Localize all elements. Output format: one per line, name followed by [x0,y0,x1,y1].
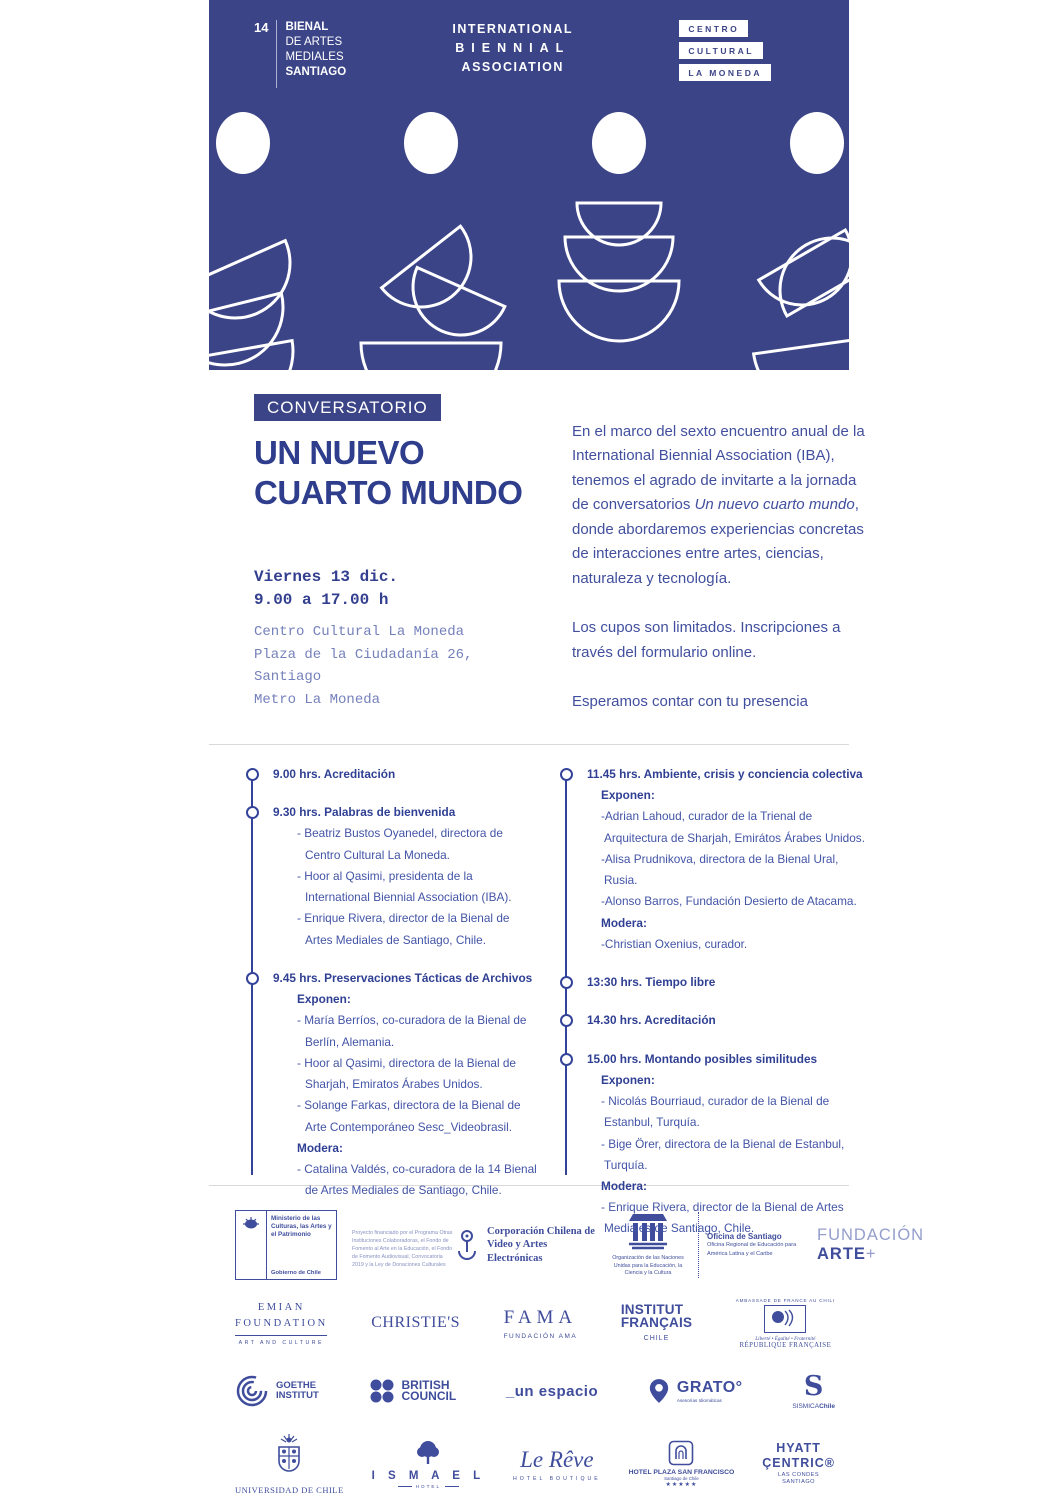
speaker-item: -Christian Oxenius, curador. [601,936,748,951]
speaker-item: - Hoor al Qasimi, presidenta de la International Biennial Association (IBA). [297,868,512,905]
description-paragraph: En el marco del sexto encuentro anual de la International Biennial Association (IBA), tenemos el agrado de invitarte a la jornada de conversatorios Un nuevo cuarto mundo, donde abordaremos experiencias concretas de interacciones entre artes, ciencias, naturaleza y tecnología. [572,423,865,587]
sponsor-ccvae [454,1225,605,1264]
bienal-line: DE ARTES [285,35,343,48]
event-title: 9.30 hrs. Palabras de bienvenida [273,805,456,820]
sponsor-hyatt-centric: HYATT ÇENTRIC® LAS CONDES SANTIAGO [762,1441,835,1486]
speaker-item: - Enrique Rivera, director de la Bienal de Artes Mediales de Santiago, Chile. [297,911,510,947]
sponsor-ministerio-culturas [235,1210,454,1280]
schedule-column-morning [247,764,539,1198]
role-label: Modera: [601,1178,647,1193]
timeline-dot-icon [246,806,259,819]
sponsor-row-4 [235,1422,835,1497]
bienal-line: BIENAL [285,21,329,33]
speaker-item: -Alisa Prudnikova, directora de la Bienal Ural, Rusia. [601,851,839,888]
timeline-dot-icon [246,768,259,781]
sponsor-grato: GRATO° Asesorías Idiomáticas [648,1377,743,1405]
role-label: Exponen: [601,788,655,803]
tree-icon [413,1440,443,1466]
event-title: 9.00 hrs. Acreditación [273,767,396,781]
speaker-item: - Hoor al Qasimi, directora de la Bienal de Sharjah, Emiratos Árabes Unidos. [297,1055,516,1092]
timeline-dot-icon [560,976,573,989]
centro-cultural-la-moneda-logo: CENTRO CULTURAL LA MONEDA [679,20,771,105]
speaker-item: - Bige Örer, directora de la Bienal de Estanbul, Turquía. [601,1136,845,1172]
sponsor-row-3 [235,1362,835,1420]
sponsor-fundacion-arte-plus: FUNDACIÓN ARTE+ [817,1226,925,1263]
role-label: Modera: [601,915,647,930]
role-label: Modera: [297,1140,343,1155]
sponsor-row-2 [235,1288,835,1358]
unesco-org-text: Organización de las Naciones Unidas para la Educación, la Ciencia y la Cultura [612,1255,684,1277]
sponsor-ambassade-france: AMBASSADE DE FRANCE AU CHILI Liberté • Égalité • Fraternité RÉPUBLIQUE FRANÇAISE [735,1297,835,1349]
unesco-office-subtitle: Oficina Regional de Educación para América Latina y el Caribe [707,1242,797,1257]
divider [276,20,277,88]
timeline-dot-icon [560,768,573,781]
schedule-event [273,764,539,785]
goethe-spiral-icon [235,1374,269,1408]
event-title: 13:30 hrs. Tiempo libre [587,975,716,990]
schedule-event [587,1010,875,1031]
bienal-line: SANTIAGO [285,65,347,78]
sponsor-un-espacio: _un espacio [505,1382,599,1400]
international-biennial-association-logo: INTERNATIONAL BIENNIAL ASSOCIATION [452,22,574,74]
event-venue: Centro Cultural La Moneda Plaza de la Ciudadanía 26, Santiago Metro La Moneda [254,623,473,708]
role-label: Exponen: [601,1072,655,1087]
event-type-badge: CONVERSATORIO [254,394,441,421]
sponsor-sismica-chile: S SISMICAChile [792,1370,835,1410]
timeline-dot-icon [560,1053,573,1066]
figure-3 [559,112,679,341]
timeline-dot-icon [246,972,259,985]
figure-1 [209,112,308,370]
sponsor-emian-foundation: EMIAN FOUNDATION ART AND CULTURE [235,1301,328,1347]
schedule-event [273,802,539,951]
role-label: Exponen: [297,992,351,1007]
sponsor-hotel-ismael: I S M A E L HOTEL [372,1440,486,1489]
speaker-item: - María Berríos, co-curadora de la Bienal de Berlín, Alemania. [297,1013,527,1049]
schedule-event [273,968,539,1202]
unesco-office-title: Oficina de Santiago [707,1232,782,1242]
event-title: 11.45 hrs. Ambiente, crisis y conciencia colectiva [587,767,863,781]
marianne-profile-icon [764,1305,806,1333]
funding-fine-print: Proyecto financiado por el Programa Otras Instituciones Colaboradoras, el Fondo de Fomento al Arte en la Educación, el Fondo de Fomento Audiovisual, Convocatoria 2019 y la Ley de Donaciones Culturales [352,1230,453,1269]
speaker-item: - Beatriz Bustos Oyanedel, directora de Centro Cultural La Moneda. [297,826,503,862]
speaker-item: - Enrique Rivera, director de la Bienal de Artes Mediales de Santiago, Chile. [601,1200,844,1236]
sponsor-institut-francais: INSTITUT FRANÇAIS CHILE [620,1302,693,1342]
sponsor-fundacion-ama: FAMA FUNDACIÓN AMA [503,1306,578,1340]
sismica-s-glyph: S [803,1370,824,1402]
registration-note: Los cupos son limitados. Inscripciones a través del formulario online. [572,619,841,661]
sponsor-christies: CHRISTIE'S [371,1314,461,1331]
schedule-event [587,972,875,993]
video-key-icon [454,1228,480,1262]
four-dots-icon [369,1378,395,1404]
speaker-item: - Catalina Valdés, co-curadora de la 14 Bienal de Artes Mediales de Santiago, Chile. [297,1161,537,1198]
schedule-event [587,764,875,955]
chile-coat-of-arms-icon [242,1216,260,1232]
figure-4 [754,112,849,370]
event-title: UN NUEVO CUARTO MUNDO [254,434,523,512]
closing-note: Esperamos contar con tu presencia [572,692,808,710]
ministerio-title: Ministerio de las Culturas, las Artes y el Patrimonio [271,1215,332,1238]
sponsor-british-council: BRITISH COUNCIL [369,1378,457,1404]
bienal-number: 14 [254,20,269,35]
event-date: Viernes 13 dic. 9.00 a 17.00 h [254,567,399,609]
banner [209,0,849,370]
intro-section [209,370,865,744]
bienal-line: MEDIALES [285,50,344,63]
sponsor-le-reve: Le Rêve HOTEL BOUTIQUE [513,1446,601,1482]
hotel-arch-icon [668,1440,694,1466]
location-pin-icon [648,1377,670,1405]
university-shield-icon [272,1433,306,1481]
five-stars: ★★★★★ [665,1482,698,1488]
event-title: 14.30 hrs. Acreditación [587,1013,716,1028]
event-description [572,394,872,744]
decorative-bowl-figures [209,105,849,370]
speaker-item: - Solange Farkas, directora de la Bienal de Arte Contemporáneo Sesc_Videobrasil. [297,1098,521,1134]
event-title: 9.45 hrs. Preservaciones Tácticas de Archivos [273,970,533,985]
schedule-event [587,1049,875,1240]
event-title: 15.00 hrs. Montando posibles similitudes [587,1051,818,1066]
schedule-column-afternoon [561,764,875,1236]
sponsor-universidad-de-chile: UNIVERSIDAD DE CHILE [235,1433,344,1495]
speaker-item: -Adrian Lahoud, curador de la Trienal de Arquitectura de Sharjah, Emirátos Árabes Unidos. [601,809,865,845]
gobierno-de-chile-label: Gobierno de Chile [271,1270,321,1276]
bienal-santiago-logo [254,20,346,105]
speaker-item: - Nicolás Bourriaud, curador de la Bienal de Estanbul, Turquía. [601,1094,830,1130]
sponsor-hotel-plaza-san-francisco: HOTEL PLAZA SAN FRANCISCO Santiago de Chile ★★★★★ [629,1440,735,1488]
figure-2 [361,112,505,370]
banner-logos [209,0,849,105]
sponsor-goethe-institut: GOETHE INSTITUT [235,1374,319,1408]
timeline-dot-icon [560,1014,573,1027]
speaker-item: -Alonso Barros, Fundación Desierto de Atacama. [601,894,857,909]
ccvae-name: Corporación Chilena de Video y Artes Electrónicas [487,1226,595,1264]
divider [235,1335,327,1336]
